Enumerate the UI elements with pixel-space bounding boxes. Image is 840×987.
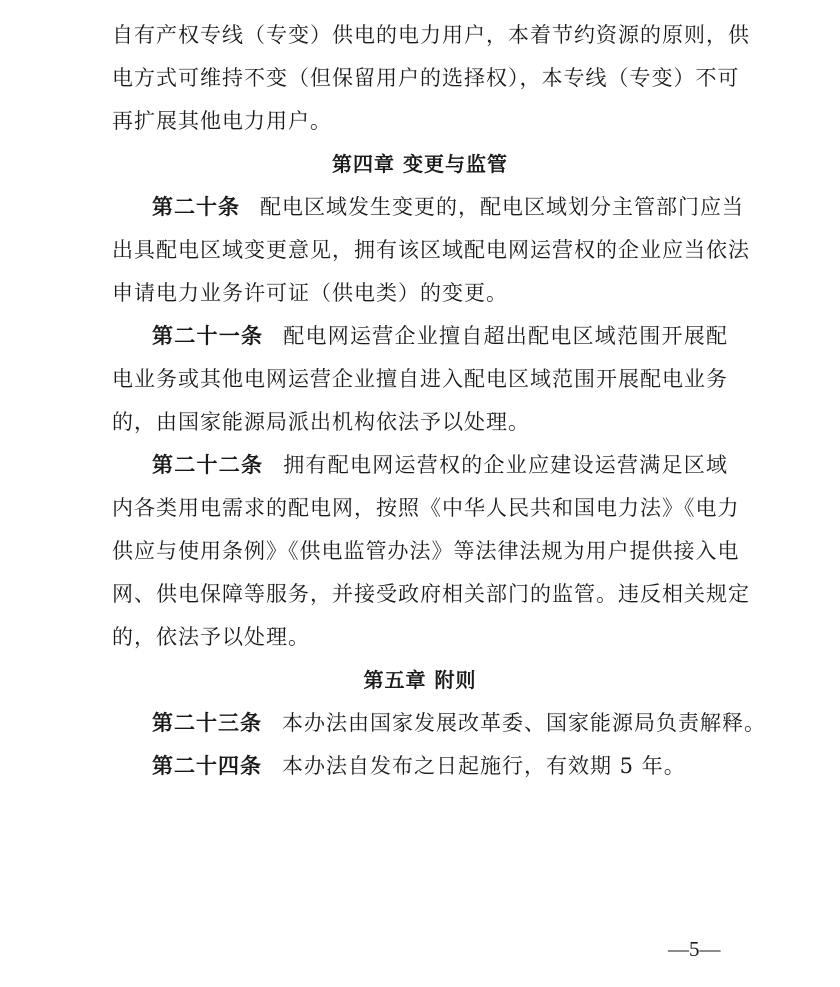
- article-first-line: [112, 315, 728, 358]
- chapter-heading: 第五章 附则: [363, 668, 477, 692]
- chapter-heading: 第四章 变更与监管: [332, 152, 508, 176]
- article-first-line: [112, 186, 744, 229]
- article-21: [112, 315, 728, 444]
- text-line: 自有产权专线（专变）供电的电力用户，本着节约资源的原则，供: [112, 23, 750, 47]
- article-label: 第二十一条: [152, 324, 264, 348]
- article-text: 配电区域发生变更的，配电区域划分主管部门应当: [260, 195, 744, 219]
- article-label: 第二十三条: [152, 711, 262, 735]
- article-first-line: [112, 444, 728, 487]
- text-line: 申请电力业务许可证（供电类）的变更。: [112, 281, 508, 305]
- article-text: 本办法由国家发展改革委、国家能源局负责解释。: [282, 711, 766, 735]
- article-text: 配电网运营企业擅自超出配电区域范围开展配: [283, 324, 728, 348]
- article-22: [112, 444, 750, 659]
- text-line: 的，由国家能源局派出机构依法予以处理。: [112, 410, 530, 434]
- article-label: 第二十条: [152, 195, 240, 219]
- article-label: 第二十四条: [152, 754, 262, 778]
- article-first-line: [112, 745, 728, 788]
- text-line: 出具配电区域变更意见，拥有该区域配电网运营权的企业应当依法: [112, 238, 750, 262]
- text-line: 网、供电保障等服务，并接受政府相关部门的监管。违反相关规定: [112, 582, 750, 606]
- document-page: [112, 14, 766, 788]
- text-line: 再扩展其他电力用户。: [112, 109, 332, 133]
- text-line: 供应与使用条例》《供电监管办法》等法律法规为用户提供接入电: [112, 539, 740, 563]
- article-24: [112, 745, 728, 788]
- text-line: 内各类用电需求的配电网，按照《中华人民共和国电力法》《电力: [112, 496, 740, 520]
- article-label: 第二十二条: [152, 453, 264, 477]
- continued-paragraph: [112, 14, 750, 143]
- text-line: 的，依法予以处理。: [112, 625, 310, 649]
- article-23: [112, 702, 766, 745]
- article-first-line: [112, 702, 766, 745]
- page-number: —5—: [668, 937, 721, 961]
- article-text: 本办法自发布之日起施行，有效期 5 年。: [282, 754, 686, 778]
- article-text: 拥有配电网运营权的企业应建设运营满足区域: [283, 453, 728, 477]
- text-line: 电方式可维持不变（但保留用户的选择权），本专线（专变）不可: [112, 66, 740, 90]
- article-20: [112, 186, 750, 315]
- text-line: 电业务或其他电网运营企业擅自进入配电区域范围开展配电业务: [112, 367, 728, 391]
